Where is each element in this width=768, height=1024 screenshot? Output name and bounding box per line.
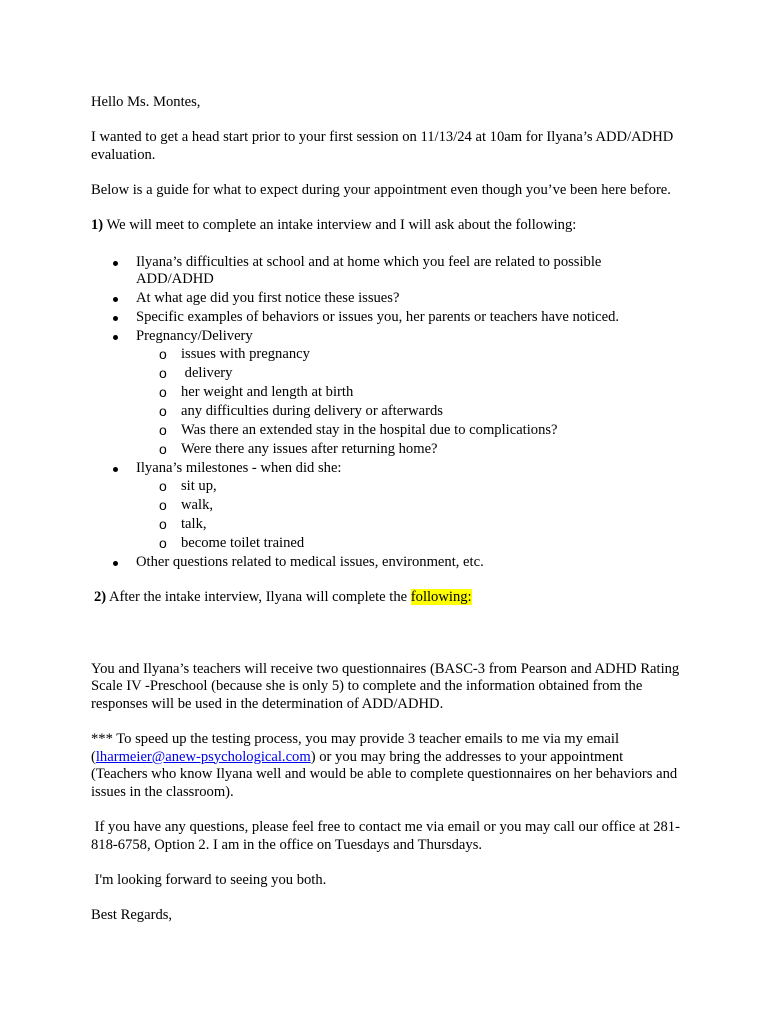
list-item-text: Ilyana’s milestones - when did she: — [136, 459, 342, 476]
list-item-text: Other questions related to medical issues, environment, etc. — [136, 553, 484, 570]
sub-list-item — [136, 497, 681, 515]
bullet-icon — [113, 561, 118, 566]
sub-list-item — [136, 535, 681, 553]
sub-list-item — [136, 403, 681, 421]
bullet-icon — [113, 297, 118, 302]
sub-list-item-text: any difficulties during delivery or afterwards — [181, 402, 443, 419]
list-item-text: At what age did you first notice these issues? — [136, 290, 400, 307]
bullet-icon — [113, 316, 118, 321]
circle-bullet-icon: o — [159, 534, 167, 551]
circle-bullet-icon: o — [159, 384, 167, 401]
pregnancy-sublist — [136, 346, 681, 458]
section-1-heading — [91, 217, 681, 235]
list-item-text: Pregnancy/Delivery — [136, 327, 253, 344]
bullet-icon — [113, 261, 118, 266]
highlighted-text: following: — [410, 588, 472, 605]
bullet-icon — [113, 467, 118, 472]
email-link[interactable]: lharmeier@anew-psychological.com — [95, 748, 311, 765]
circle-bullet-icon: o — [159, 365, 167, 382]
sub-list-item — [136, 478, 681, 496]
list-item — [91, 290, 681, 308]
guide-paragraph: Below is a guide for what to expect during your appointment even though you’ve been here before. — [91, 181, 671, 198]
intake-topics-list — [91, 254, 681, 572]
list-item-text: Ilyana’s difficulties at school and at home which you feel are related to possible ADD/ADHD — [136, 253, 602, 288]
speedup-paragraph — [91, 731, 681, 801]
speedup-text-start: *** To speed up the testing process, you may provide 3 teacher emails to me via my email ( — [91, 730, 620, 765]
bullet-icon — [113, 335, 118, 340]
section-1-number: 1) — [91, 217, 104, 234]
milestones-sublist — [136, 478, 681, 552]
sub-list-item-text: sit up, — [181, 478, 217, 495]
list-item-text: Specific examples of behaviors or issues you, her parents or teachers have noticed. — [136, 308, 620, 325]
circle-bullet-icon: o — [159, 402, 167, 419]
contact-paragraph: If you have any questions, please feel free to contact me via email or you may call our office at 281-818-6758, Option 2. I am in the office on Tuesdays and Thursdays. — [91, 818, 680, 853]
section-2-text: After the intake interview, Ilyana will complete the — [106, 588, 411, 605]
section-1-text: We will meet to complete an intake interview and I will ask about the following: — [103, 217, 577, 234]
list-item — [91, 254, 681, 289]
greeting: Hello Ms. Montes, — [91, 94, 201, 110]
sub-list-item-text: delivery — [181, 365, 233, 382]
circle-bullet-icon: o — [159, 516, 167, 532]
questionnaires-paragraph: You and Ilyana’s teachers will receive two questionnaires (BASC-3 from Pearson and ADHD Rating Scale IV -Preschool (because she is only 5) to complete and the information obtained from the responses will be used in the determination of ADD/ADHD. — [91, 660, 680, 712]
sub-list-item-text: Was there an extended stay in the hospital due to complications? — [181, 421, 558, 438]
circle-bullet-icon: o — [159, 421, 167, 438]
sub-list-item — [136, 516, 681, 534]
sub-list-item-text: her weight and length at birth — [181, 384, 354, 401]
letter-body — [91, 94, 681, 924]
list-item — [91, 460, 681, 553]
list-item — [91, 328, 681, 459]
circle-bullet-icon: o — [159, 497, 167, 514]
sub-list-item — [136, 422, 681, 440]
sub-list-item-text: walk, — [181, 497, 214, 514]
list-item — [91, 309, 681, 327]
speedup-text-end: ) or you may bring the addresses to your appointment (Teachers who know Ilyana well and would be able to complete questionnaires on her behaviors and issues in the classroom). — [91, 748, 678, 800]
circle-bullet-icon: o — [159, 346, 167, 363]
section-2-number: 2) — [94, 588, 107, 605]
list-item — [91, 554, 681, 572]
sub-list-item — [136, 346, 681, 364]
sub-list-item-text: become toilet trained — [181, 534, 305, 551]
intro-paragraph: I wanted to get a head start prior to your first session on 11/13/24 at 10am for Ilyana’s ADD/ADHD evaluation. — [91, 129, 674, 163]
circle-bullet-icon: o — [159, 440, 167, 457]
sub-list-item — [136, 365, 681, 383]
circle-bullet-icon: o — [159, 478, 167, 495]
sub-list-item-text: talk, — [181, 516, 207, 532]
sub-list-item-text: Were there any issues after returning home? — [181, 440, 438, 457]
sub-list-item — [136, 441, 681, 459]
section-2-heading — [91, 589, 681, 607]
sub-list-item — [136, 384, 681, 402]
looking-forward-paragraph: I'm looking forward to seeing you both. — [91, 871, 327, 888]
closing-line: Best Regards, — [91, 906, 173, 923]
sub-list-item-text: issues with pregnancy — [181, 346, 310, 363]
